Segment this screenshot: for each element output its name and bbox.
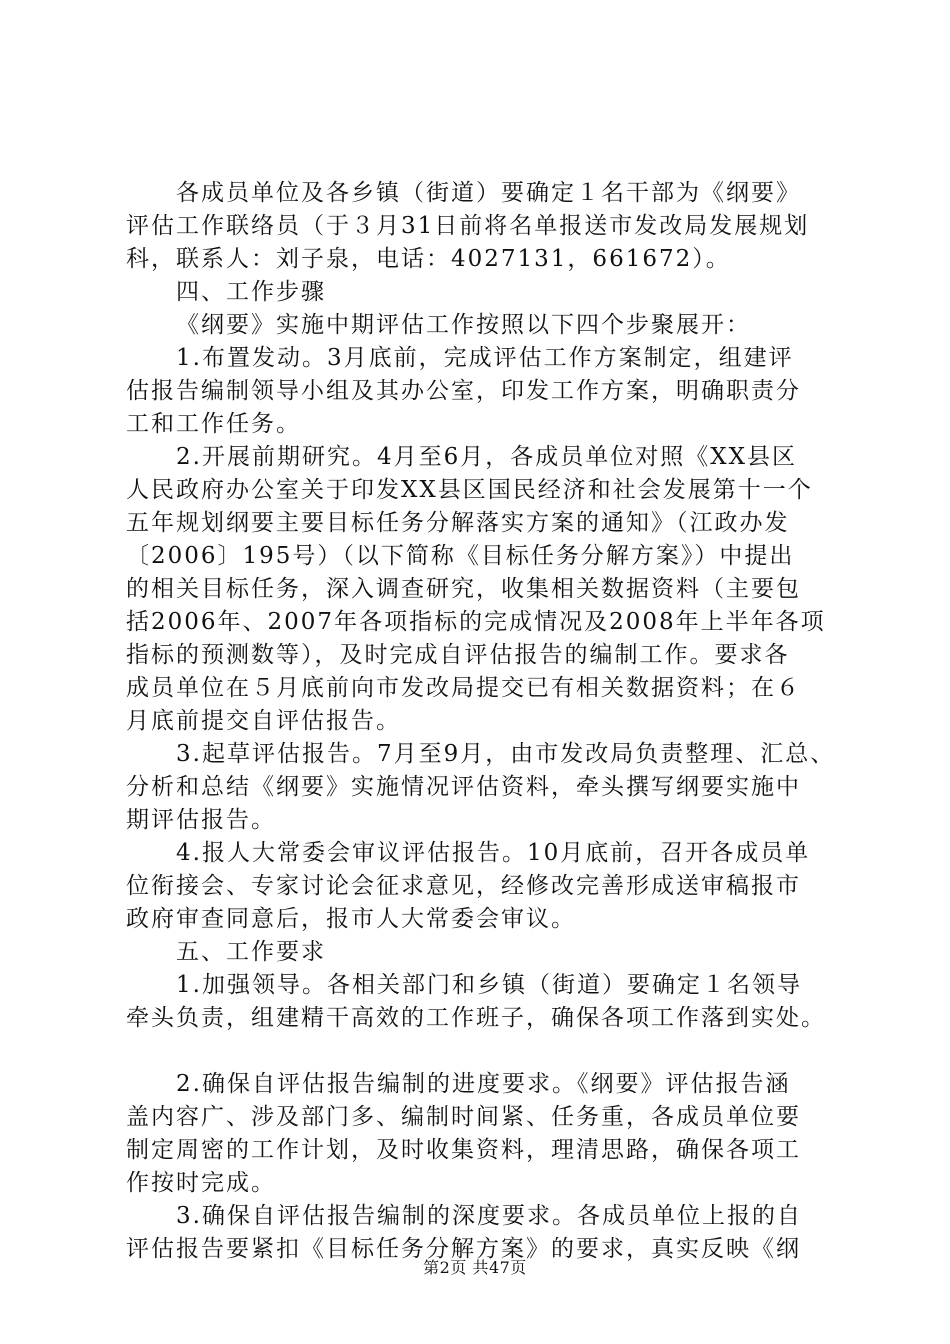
text-line: 成员单位在５月底前向市发改局提交已有相关数据资料；在６ <box>126 675 801 701</box>
text-line: 4.报人大常委会审议评估报告。10月底前，召开各成员单 <box>176 840 811 866</box>
text-line: 牵头负责，组建精干高效的工作班子，确保各项工作落到实处。 <box>126 1005 826 1031</box>
text-line: 五、工作要求 <box>176 939 326 965</box>
text-line: 人民政府办公室关于印发XX县区国民经济和社会发展第十一个 <box>126 477 813 503</box>
text-line: 科，联系人：刘子泉，电话：4027131，661672）。 <box>126 246 731 272</box>
text-line: 的相关目标任务，深入调查研究，收集相关数据资料（主要包 <box>126 576 801 602</box>
text-line: 作按时完成。 <box>126 1170 276 1196</box>
text-line: 政府审查同意后，报市人大常委会审议。 <box>126 906 576 932</box>
text-line: 《纲要》实施中期评估工作按照以下四个步聚展开： <box>176 312 751 338</box>
text-line: 括2006年、2007年各项指标的完成情况及2008年上半年各项 <box>126 609 826 635</box>
text-line: 盖内容广、涉及部门多、编制时间紧、任务重，各成员单位要 <box>126 1104 801 1130</box>
blank-line <box>126 1035 836 1068</box>
text-line: 各成员单位及各乡镇（街道）要确定１名干部为《纲要》 <box>176 180 801 206</box>
text-line: 2.确保自评估报告编制的进度要求。《纲要》评估报告涵 <box>176 1071 791 1097</box>
text-line: 指标的预测数等），及时完成自评估报告的编制工作。要求各 <box>126 642 790 668</box>
text-line: 月底前提交自评估报告。 <box>126 708 401 734</box>
text-line: 3.确保自评估报告编制的深度要求。各成员单位上报的自 <box>176 1203 802 1229</box>
text-line: 2.开展前期研究。4月至6月，各成员单位对照《XX县区 <box>176 444 797 470</box>
text-line: 3.起草评估报告。7月至9月，由市发改局负责整理、汇总、 <box>176 741 836 767</box>
text-line: 制定周密的工作计划，及时收集资料，理清思路，确保各项工 <box>126 1137 801 1163</box>
text-line: 评估工作联络员（于３月31日前将名单报送市发改局发展规划 <box>126 213 810 239</box>
text-line: 期评估报告。 <box>126 807 276 833</box>
document-body <box>126 177 836 1266</box>
text-line: 1.加强领导。各相关部门和乡镇（街道）要确定１名领导 <box>176 972 802 998</box>
text-line: 1.布置发动。3月底前，完成评估工作方案制定，组建评 <box>176 345 794 371</box>
page-footer: 第2页 共47页 <box>423 1258 527 1277</box>
text-line: 四、工作步骤 <box>176 279 326 305</box>
text-line: 工和工作任务。 <box>126 411 301 437</box>
text-line: 〔2006〕195号）（以下简称《目标任务分解方案》）中提出 <box>126 543 795 569</box>
text-line: 评估报告要紧扣《目标任务分解方案》的要求，真实反映《纲 <box>126 1236 801 1262</box>
text-line: 估报告编制领导小组及其办公室，印发工作方案，明确职责分 <box>126 378 801 404</box>
text-line: 分析和总结《纲要》实施情况评估资料，牵头撰写纲要实施中 <box>126 774 801 800</box>
text-line: 五年规划纲要主要目标任务分解落实方案的通知》（江政办发 <box>126 510 790 536</box>
text-line: 位衔接会、专家讨论会征求意见，经修改完善形成送审稿报市 <box>126 873 801 899</box>
